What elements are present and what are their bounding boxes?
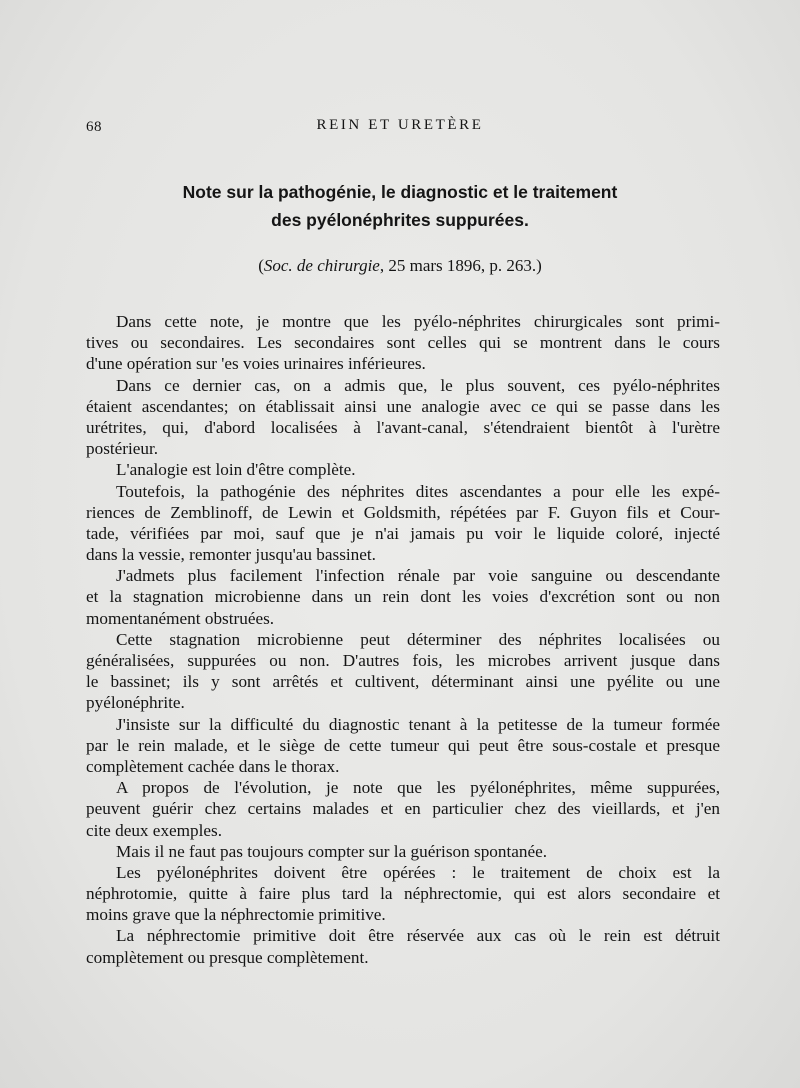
body-line: tade, vérifiées par moi, sauf que je n'ai jamais pu voir le liquide coloré, injecté [86,523,720,543]
body-line: A propos de l'évolution, je note que les pyélonéphrites, même suppurées, [116,778,720,798]
body-line: le bassinet; ils y sont arrêtés et cultivent, déterminant ainsi une pyélite ou une [86,672,720,692]
body-line: cite deux exemples. [86,820,223,840]
body-line: complètement cachée dans le thorax. [86,756,340,776]
body-line: La néphrectomie primitive doit être réservée aux cas où le rein est détruit [116,926,720,946]
citation [90,256,710,276]
body-line: Dans ce dernier cas, on a admis que, le plus souvent, ces pyélo-néphrites [116,375,720,395]
body-line: Cette stagnation microbienne peut déterminer des néphrites localisées ou [116,629,720,649]
title-line-1: Note sur la pathogénie, le diagnostic et le traitement [182,182,618,202]
body-line: urétrites, qui, d'abord localisées à l'avant-canal, s'étendraient bientôt à l'urètre [86,417,720,437]
citation-date-page: , 25 mars 1896, p. 263.) [379,256,542,275]
body-line: peuvent guérir chez certains malades et en particulier chez des vieillards, et j'en [86,799,720,819]
title-line-2: des pyélonéphrites suppurées. [271,210,529,230]
body-line: complètement ou presque complètement. [86,947,369,967]
body-line: d'une opération sur 'es voies urinaires inférieures. [86,354,426,374]
article-title [90,178,710,234]
running-head: REIN ET URETÈRE [316,117,484,133]
body-line: moins grave que la néphrectomie primitive. [86,905,386,925]
body-line: généralisées, suppurées ou non. D'autres fois, les microbes arrivent jusque dans [86,651,720,670]
body-line: et la stagnation microbienne dans un rein dont les voies d'excrétion sont ou non [86,587,720,607]
page-number: 68 [86,119,102,135]
body-line: par le rein malade, et le siège de cette tumeur qui peut être sous-costale et presque [86,735,720,755]
body-line: étaient ascendantes; on établissait ainsi une analogie avec ce qui se passe dans les [86,396,720,416]
body-line: dans la vessie, remonter jusqu'au bassinet. [86,545,376,565]
body-line: Mais il ne faut pas toujours compter sur la guérison spontanée. [116,841,548,861]
citation-open: ( [258,256,264,275]
body-line: riences de Zemblinoff, de Lewin et Goldsmith, répétées par F. Guyon fils et Cour- [86,502,720,522]
body-line: Dans cette note, je montre que les pyélo-néphrites chirurgicales sont primi- [116,312,720,331]
body-text [86,311,720,968]
citation-source: Soc. de chirurgie [263,256,380,275]
body-line: néphrotomie, quitte à faire plus tard la néphrectomie, qui est alors secondaire et [86,884,720,904]
body-line: L'analogie est loin d'être complète. [116,460,356,480]
body-line: J'insiste sur la difficulté du diagnostic tenant à la petitesse de la tumeur formée [116,714,720,734]
body-line: Les pyélonéphrites doivent être opérées : le traitement de choix est la [116,862,720,882]
body-line: Toutefois, la pathogénie des néphrites dites ascendantes a pour elle les expé- [116,481,720,501]
body-line: J'admets plus facilement l'infection rénale par voie sanguine ou descendante [116,566,720,586]
body-line: momentanément obstruées. [86,608,275,628]
body-line: tives ou secondaires. Les secondaires sont celles qui se montrent dans le cours [86,333,720,353]
body-line: postérieur. [86,439,159,459]
body-line: pyélonéphrite. [86,693,185,713]
